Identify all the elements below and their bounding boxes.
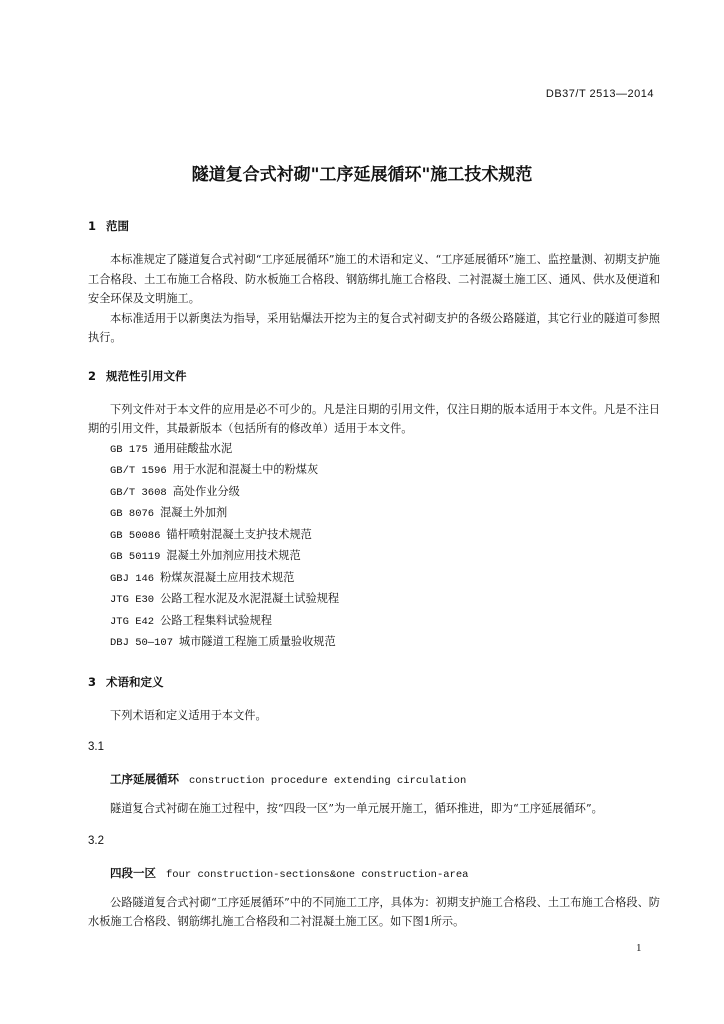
ref-code: JTG E30	[110, 594, 155, 606]
clause-number: 3.1	[88, 741, 104, 753]
term-chinese: 工序延展循环	[110, 772, 179, 786]
term-english: construction procedure extending circulation	[189, 775, 467, 787]
document-body	[88, 218, 660, 932]
list-item	[88, 568, 660, 590]
section-number: 3	[88, 674, 97, 689]
ref-name: 公路工程水泥及水泥混凝土试验规程	[160, 592, 340, 605]
refs-intro: 下列文件对于本文件的应用是必不可少的。凡是注日期的引用文件，仅注日期的版本适用于本文件。凡是不注日期的引用文件，其最新版本（包括所有的修改单）适用于本文件。	[88, 402, 660, 435]
terms-intro: 下列术语和定义适用于本文件。	[110, 708, 267, 722]
section-number: 2	[88, 368, 97, 383]
list-item	[88, 439, 660, 461]
ref-code: DBJ 50—107	[110, 637, 174, 649]
list-item	[88, 632, 660, 654]
term-english: four construction-sections&one construction-area	[166, 868, 469, 881]
section-title: 术语和定义	[106, 674, 164, 689]
section-title: 范围	[106, 219, 129, 233]
ref-name: 粉煤灰混凝土应用技术规范	[160, 570, 295, 584]
term-heading	[88, 769, 660, 791]
ref-code: GB 50119	[110, 551, 161, 563]
ref-name: 用于水泥和混凝土中的粉煤灰	[172, 463, 319, 476]
ref-code: JTG E42	[110, 615, 155, 628]
clause-number: 3.2	[88, 834, 104, 847]
section-number: 1	[88, 219, 97, 233]
list-item	[88, 611, 660, 633]
ref-name: 城市隧道工程施工质量验收规范	[179, 635, 336, 648]
scope-paragraph-2: 本标准适用于以新奥法为指导，采用钻爆法开挖为主的复合式衬砌支护的各级公路隧道，其它行业的隧道可参照执行。	[88, 311, 660, 344]
section-title: 规范性引用文件	[106, 368, 187, 383]
list-item	[88, 503, 660, 525]
standard-code: DB37/T 2513—2014	[545, 88, 654, 100]
page-number: 1	[636, 942, 642, 954]
ref-code: GB/T 1596	[110, 465, 167, 477]
ref-name: 混凝土外加剂	[160, 506, 228, 519]
ref-name: 公路工程集料试验规程	[160, 613, 272, 627]
page-title: 隧道复合式衬砌"工序延展循环"施工技术规范	[191, 165, 533, 185]
scope-paragraph-1: 本标准规定了隧道复合式衬砌“工序延展循环”施工的术语和定义、“工序延展循环”施工、监控量测、初期支护施工合格段、土工布施工合格段、防水板施工合格段、钢筋绑扎施工合格段、二衬混凝土施工区、通风、供水及便道和安全环保及文明施工。	[88, 253, 660, 305]
ref-name: 锚杆喷射混凝土支护技术规范	[166, 527, 312, 541]
ref-code: GB 175	[110, 443, 148, 456]
ref-code: GB 50086	[110, 529, 161, 542]
ref-code: GBJ 146	[110, 572, 155, 585]
term-heading	[88, 863, 660, 885]
term-definition: 隧道复合式衬砌在施工过程中，按“四段一区”为一单元展开施工，循环推进，即为“工序延展循环”。	[110, 802, 603, 815]
ref-code: GB 8076	[110, 508, 155, 520]
term-definition: 公路隧道复合式衬砌“工序延展循环”中的不同施工工序，具体为：初期支护施工合格段、土工布施工合格段、防水板施工合格段、钢筋绑扎施工合格段和二衬混凝土施工区。如下图1所示。	[88, 895, 660, 928]
reference-list	[88, 439, 660, 654]
ref-code: GB/T 3608	[110, 486, 167, 499]
list-item	[88, 460, 660, 482]
list-item	[88, 525, 660, 547]
ref-name: 混凝土外加剂应用技术规范	[166, 549, 301, 562]
section-heading-scope	[88, 218, 660, 234]
list-item	[88, 482, 660, 504]
list-item	[88, 589, 660, 611]
section-heading-terms	[88, 674, 660, 690]
term-chinese: 四段一区	[110, 865, 156, 880]
section-heading-refs	[88, 368, 660, 384]
list-item	[88, 546, 660, 568]
ref-name: 高处作业分级	[172, 484, 240, 498]
ref-name: 通用硅酸盐水泥	[153, 441, 233, 455]
